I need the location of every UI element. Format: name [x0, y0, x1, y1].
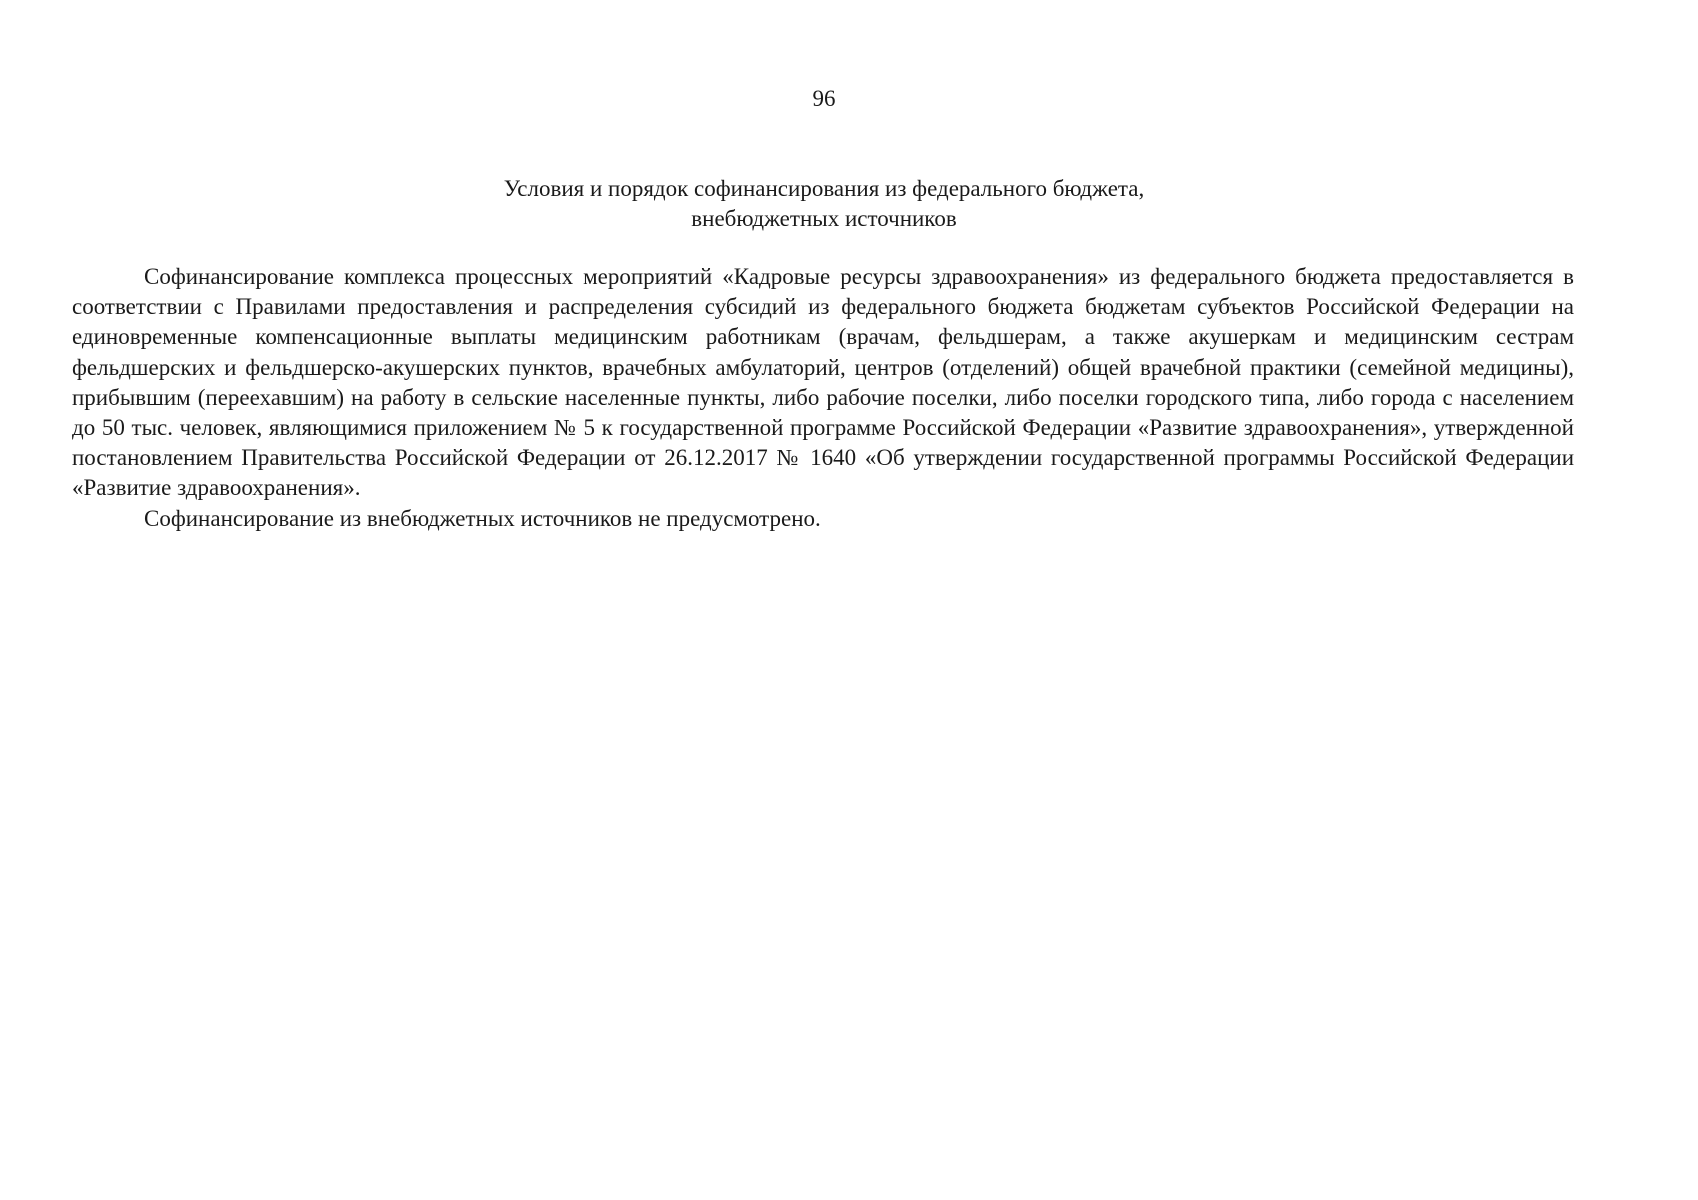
body-paragraph: Софинансирование комплекса процессных мероприятий «Кадровые ресурсы здравоохранения» из федерального бюджета предоставляется в соответствии с Правилами предоставления и распределения субсидий из федерального бюджета бюджетам субъектов Российской Федерации на единовременные компенсационные выплаты медицинским работникам (врачам, фельдшерам, а также акушеркам и медицинским сестрам фельдшерских и фельдшерско-акушерских пунктов, врачебных амбулаторий, центров (отделений) общей врачебной практики (семейной медицины), прибывшим (переехавшим) на работу в сельские населенные пункты, либо рабочие поселки, либо поселки городского типа, либо города с населением до 50 тыс. человек, являющимися приложением № 5 к государственной программе Российской Федерации «Развитие здравоохранения», утвержденной постановлением Правительства Российской Федерации от 26.12.2017 № 1640 «Об утверждении государственной программы Российской Федерации «Развитие здравоохранения». — [72, 264, 1574, 501]
body-text — [72, 262, 1574, 534]
section-title-line-2: внебюджетных источников — [691, 206, 957, 231]
section-title — [0, 174, 1648, 234]
page-number: 96 — [812, 86, 836, 111]
body-paragraph: Софинансирование из внебюджетных источников не предусмотрено. — [144, 505, 821, 531]
section-title-line-1: Условия и порядок софинансирования из федерального бюджета, — [503, 176, 1145, 201]
